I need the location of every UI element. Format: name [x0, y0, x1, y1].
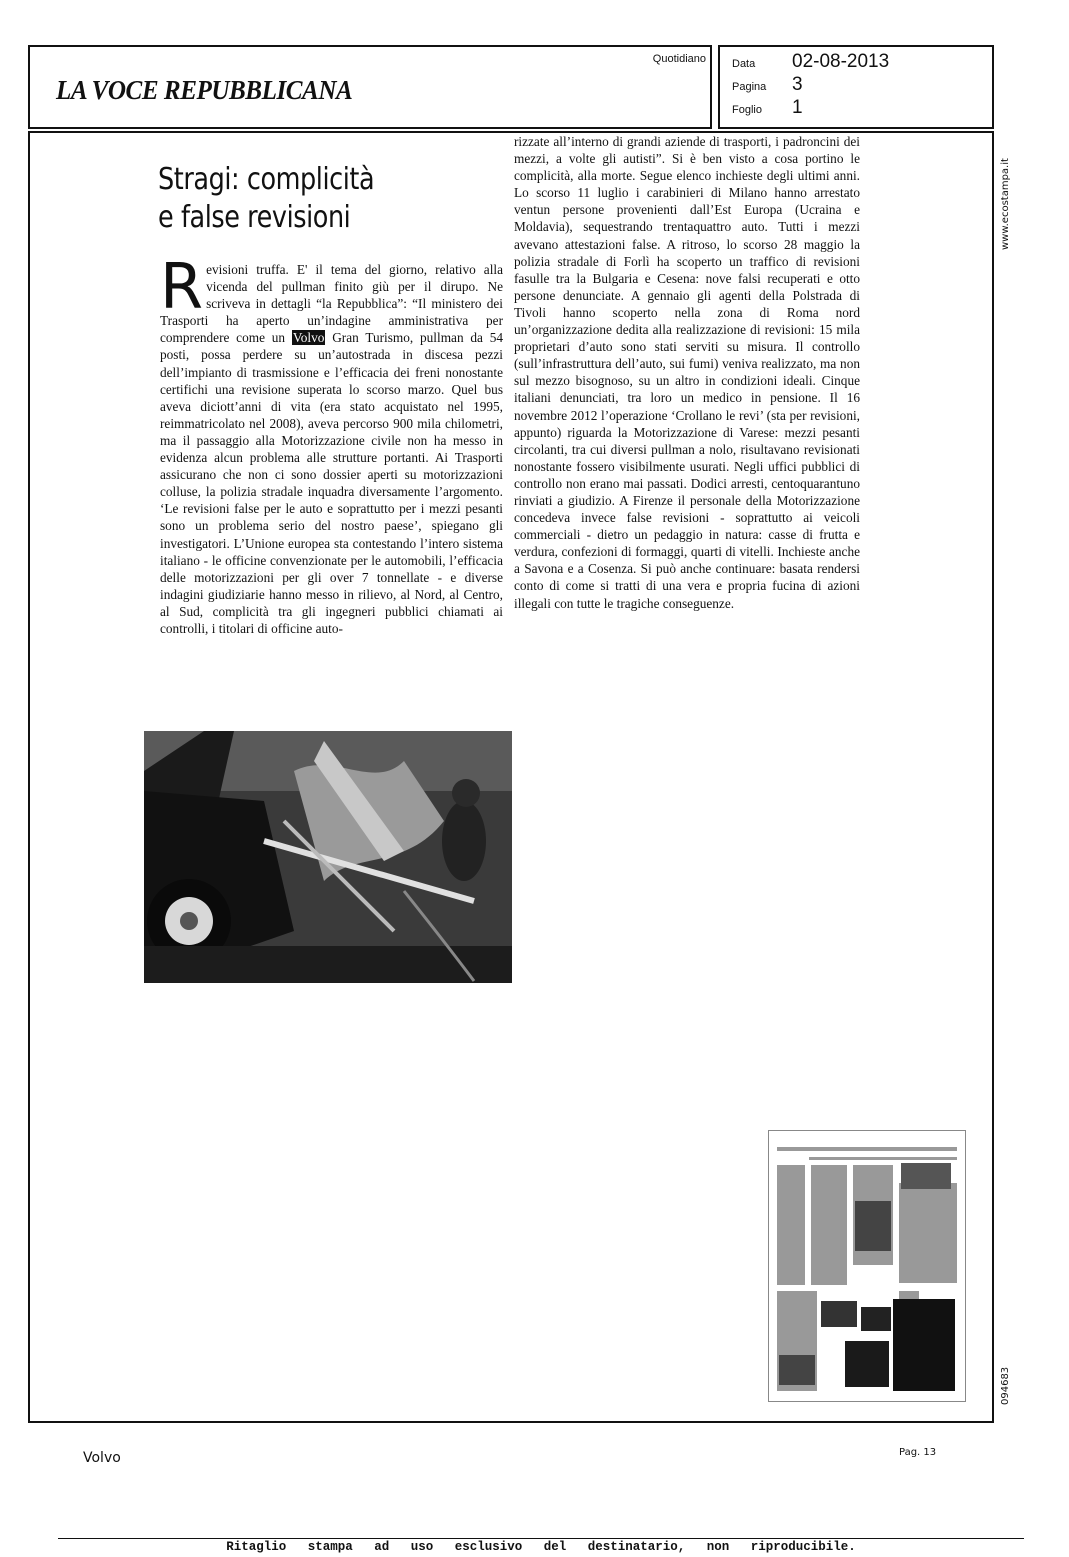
date-label: Data: [732, 58, 756, 70]
meta-box: [718, 45, 994, 129]
article-column-2: rizzate all’interno di grandi aziende di trasporti, i padroncini dei mezzi, a volte gli autisti”. Si è ben visto a cosa portino le complicità, alla morte. Segue elenco inchieste degli ultimi anni. Lo scorso 11 luglio i carabinieri di Milano hanno arrestato ventun persone provenienti dall’Est Europa (Ucraina e Moldavia), sequestrando trentaquattro auto. Tutti i mezzi avevano attestazioni false. A ritroso, lo scorso 28 maggio la polizia stradale di Forlì ha scoperto un traffico di revisioni fasulle tra la Bulgaria e Cesena: nove falsi recuperati e otto persone denunciate. A gennaio gli agenti della Polstrada di Tivoli hanno scoperto nella zona di Roma nord un’organizzazione dedita alla realizzazione di revisioni: 15 mila proprietari d’auto sono stati serviti su misura. Il controllo (sull’infrastruttura dell’auto, sui fumi) veniva realizzato, ma non sul mezzo bisognoso, su un altro in condizioni ideali. Cinque italiani denunciati, tra loro un medico in pensione. Il 16 novembre 2012 l’operazione ‘Crollano le revi’ (sta per revisioni, appunto) riguarda la Motorizzazione di Varese: mezzi pesanti circolanti, tra cui diversi pullman a nolo, risultavano revisionati nonostante fossero visibilmente usurati. Negli uffici pubblici di controllo non erano mai passati. Dodici arresti, centoquarantuno rinviati a giudizio. A Firenze il personale della Motorizzazione concedeva invece false revisioni - soprattutto ai veicoli commerciali - dietro un pedaggio in natura: casse di frutta e verdura, confezioni di formaggi, quarti di vitelli. Inchieste anche a Savona e a Cosenza. Si può anche continuare: basata rendersi conto di come si tratti di una vera e propria fucina di azioni illegali con tutte le tragiche conseguenze.: [514, 134, 860, 611]
page-number: Pag. 13: [899, 1447, 937, 1458]
keyword-label: Volvo: [83, 1450, 121, 1466]
headline-line-2: e false revisioni: [158, 200, 351, 235]
column-1-text-a: evisioni truffa. E' il tema del giorno, relativo alla vicenda del pullman finito giù per il dirupo. Ne scriveva in dettagli “la Repubblica”: “Il ministero dei Trasporti ha aperto un’indagine amministrativa per comprendere come un: [160, 262, 503, 346]
page-value: 3: [792, 74, 803, 95]
article-headline: [158, 161, 430, 237]
side-code: 094683: [1000, 1366, 1011, 1405]
date-row: [732, 51, 889, 73]
headline-line-1: Stragi: complicità: [158, 162, 375, 197]
sheet-label: Foglio: [732, 104, 762, 116]
article-column-1: [160, 250, 504, 637]
page-row: [732, 74, 803, 96]
publication-type: Quotidiano: [652, 53, 706, 65]
drop-cap: R: [160, 250, 204, 323]
page-thumbnail: [768, 1130, 966, 1402]
newspaper-logo: LA VOCE REPUBBLICANA: [56, 75, 353, 105]
bus-wreck-photo: [144, 731, 512, 983]
side-url: www.ecostampa.it: [1000, 158, 1011, 250]
page-label: Pagina: [732, 81, 767, 93]
column-1-text-b: Gran Turismo, pullman da 54 posti, possa perdere su un’autostrada in discesa pezzi dell’impianto di trasmissione e l’efficacia dei freni nonostante certifichi una revisione superata lo scorso marzo. Quel bus aveva diciott’anni di vita (era stato acquistato nel 1995, reimmatricolato nel 2008), aveva percorso 900 mila chilometri, ma il passaggio alla Motorizzazione civile non ha messo in evidenza alcun problema alle strutture portanti. Ai Trasporti assicurano che non ci sono dossier aperti su motorizzazioni colluse, la polizia stradale inquadra diversamente l’argomento. ‘Le revisioni false per le auto e soprattutto per i mezzi pesanti sono un problema serio del nostro paese’, spiegano gli investigatori. L’Unione europea sta contestando l’intero sistema italiano - le officine convenzionate per le automobili, l’efficacia delle motorizzazioni per gli over 7 tonnellate - e diverse indagini giudiziarie hanno messo in rilievo, al Nord, al Centro, al Sud, complicità tra gli ingegneri pubblici chiamati ai controlli, i titolari di officine auto-: [160, 330, 504, 636]
sheet-row: [732, 97, 803, 119]
sheet-value: 1: [792, 97, 803, 118]
highlighted-keyword: Volvo: [292, 330, 325, 346]
date-value: 02-08-2013: [792, 51, 890, 72]
footer-notice: Ritaglio stampa ad uso esclusivo del destinatario, non riproducibile.: [58, 1538, 1024, 1557]
masthead: [28, 45, 712, 129]
